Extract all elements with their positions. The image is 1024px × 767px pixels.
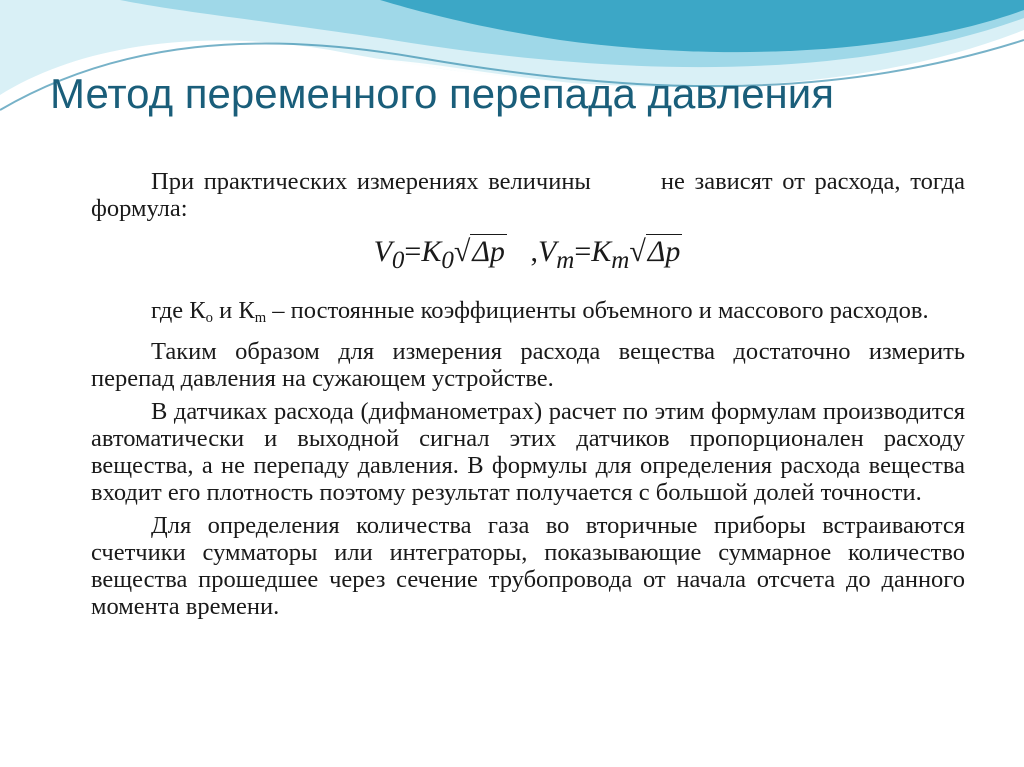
paragraph-summary: Таким образом для измерения расхода вещества достаточно измерить перепад давления на сужающем устройстве. [91, 338, 965, 392]
sqrt-delta-p-volume: √Δp [453, 235, 505, 268]
slide-title: Метод переменного перепада давления [50, 70, 834, 117]
formula-mass: $,V_m=K_m√\Delta p$ [530, 235, 682, 268]
paragraph-intro-part2: не зависят от расхода, тогда формула: [91, 168, 965, 222]
paragraph-intro-part1: При практических измерениях величины [151, 168, 591, 195]
paragraph-coefficients: где $К_o$ и $К_m$ – постоянные коэффициенты объемного и массового расходов. [151, 297, 929, 326]
slide-body [91, 168, 965, 620]
formula-volume: $V_0=K_0√\Delta p$ [374, 235, 515, 268]
paragraph-gas-quantity: Для определения количества газа во вторичные приборы встраиваются счетчики сумматоры или интеграторы, показывающие суммарное количество вещества прошедшее через сечение трубопровода от начала отсчета до данного момента времени. [91, 512, 965, 620]
sqrt-delta-p-mass: √Δp [629, 235, 681, 268]
flow-formula [91, 232, 965, 281]
paragraph-sensors: В датчиках расхода (дифманометрах) расчет по этим формулам производится автоматически и выходной сигнал этих датчиков пропорционален расходу вещества, а не перепаду давления. В формулы для определения расхода вещества входит его плотность поэтому результат получается с большой долей точности. [91, 398, 965, 506]
paragraph-intro [91, 168, 965, 222]
